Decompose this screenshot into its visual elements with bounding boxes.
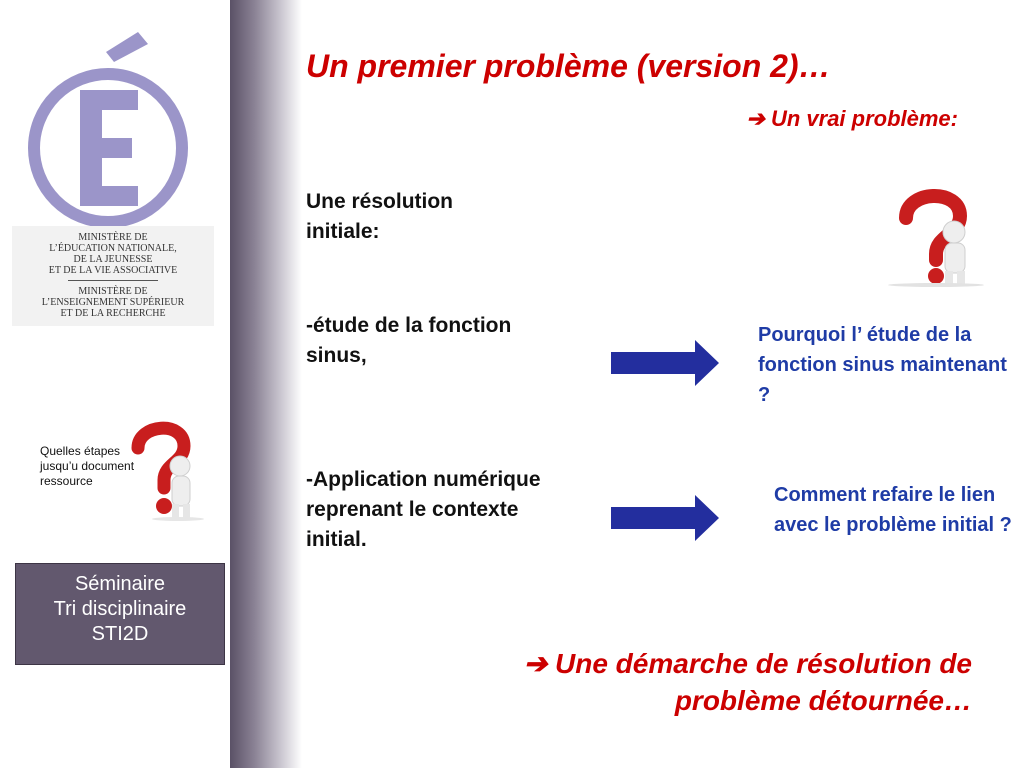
slide-conclusion [352,645,972,719]
seminar-box [15,563,225,665]
ministry-line: L’ENSEIGNEMENT SUPÉRIEUR [41,297,185,308]
ministry-line: DE LA JEUNESSE [73,254,153,265]
seminar-line: STI2D [91,623,149,645]
conclusion-line: ➔ Une démarche de résolution de [523,648,972,679]
point-sinus-study: -étude de la fonction sinus, [306,314,512,367]
question-link-initial: Comment refaire le lien avec le problème initial ? [774,484,1012,536]
point-numeric-application: -Application numérique reprenant le contexte initial. [306,468,541,551]
seminar-line: Séminaire [74,573,166,595]
ministry-line: MINISTÈRE DE [78,286,148,297]
right-arrow-icon [611,495,719,541]
slide-subtitle: ➔ Un vrai problème: [746,106,958,131]
ministry-line: ET DE LA RECHERCHE [60,308,166,319]
decorative-gradient-bar [230,0,302,768]
seminar-line: Tri disciplinaire [53,598,187,620]
conclusion-line: problème détournée… [674,685,972,716]
ministry-line: L’ÉDUCATION NATIONALE, [49,243,177,254]
ministry-line: ET DE LA VIE ASSOCIATIVE [48,265,178,276]
intro-text: Une résolution initiale: [306,190,454,243]
ministry-divider [68,280,158,281]
ministry-e-logo [28,30,188,230]
question-why-sinus: Pourquoi l’ étude de la fonction sinus maintenant ? [758,324,1007,406]
slide-title: Un premier problème (version 2)… [306,48,831,84]
right-arrow-icon [611,340,719,386]
question-mark-figure-icon [876,182,986,287]
ministry-names [12,226,214,326]
sidebar-caption: Quelles étapes jusqu’u document ressource [40,444,135,488]
ministry-line: MINISTÈRE DE [78,232,148,243]
